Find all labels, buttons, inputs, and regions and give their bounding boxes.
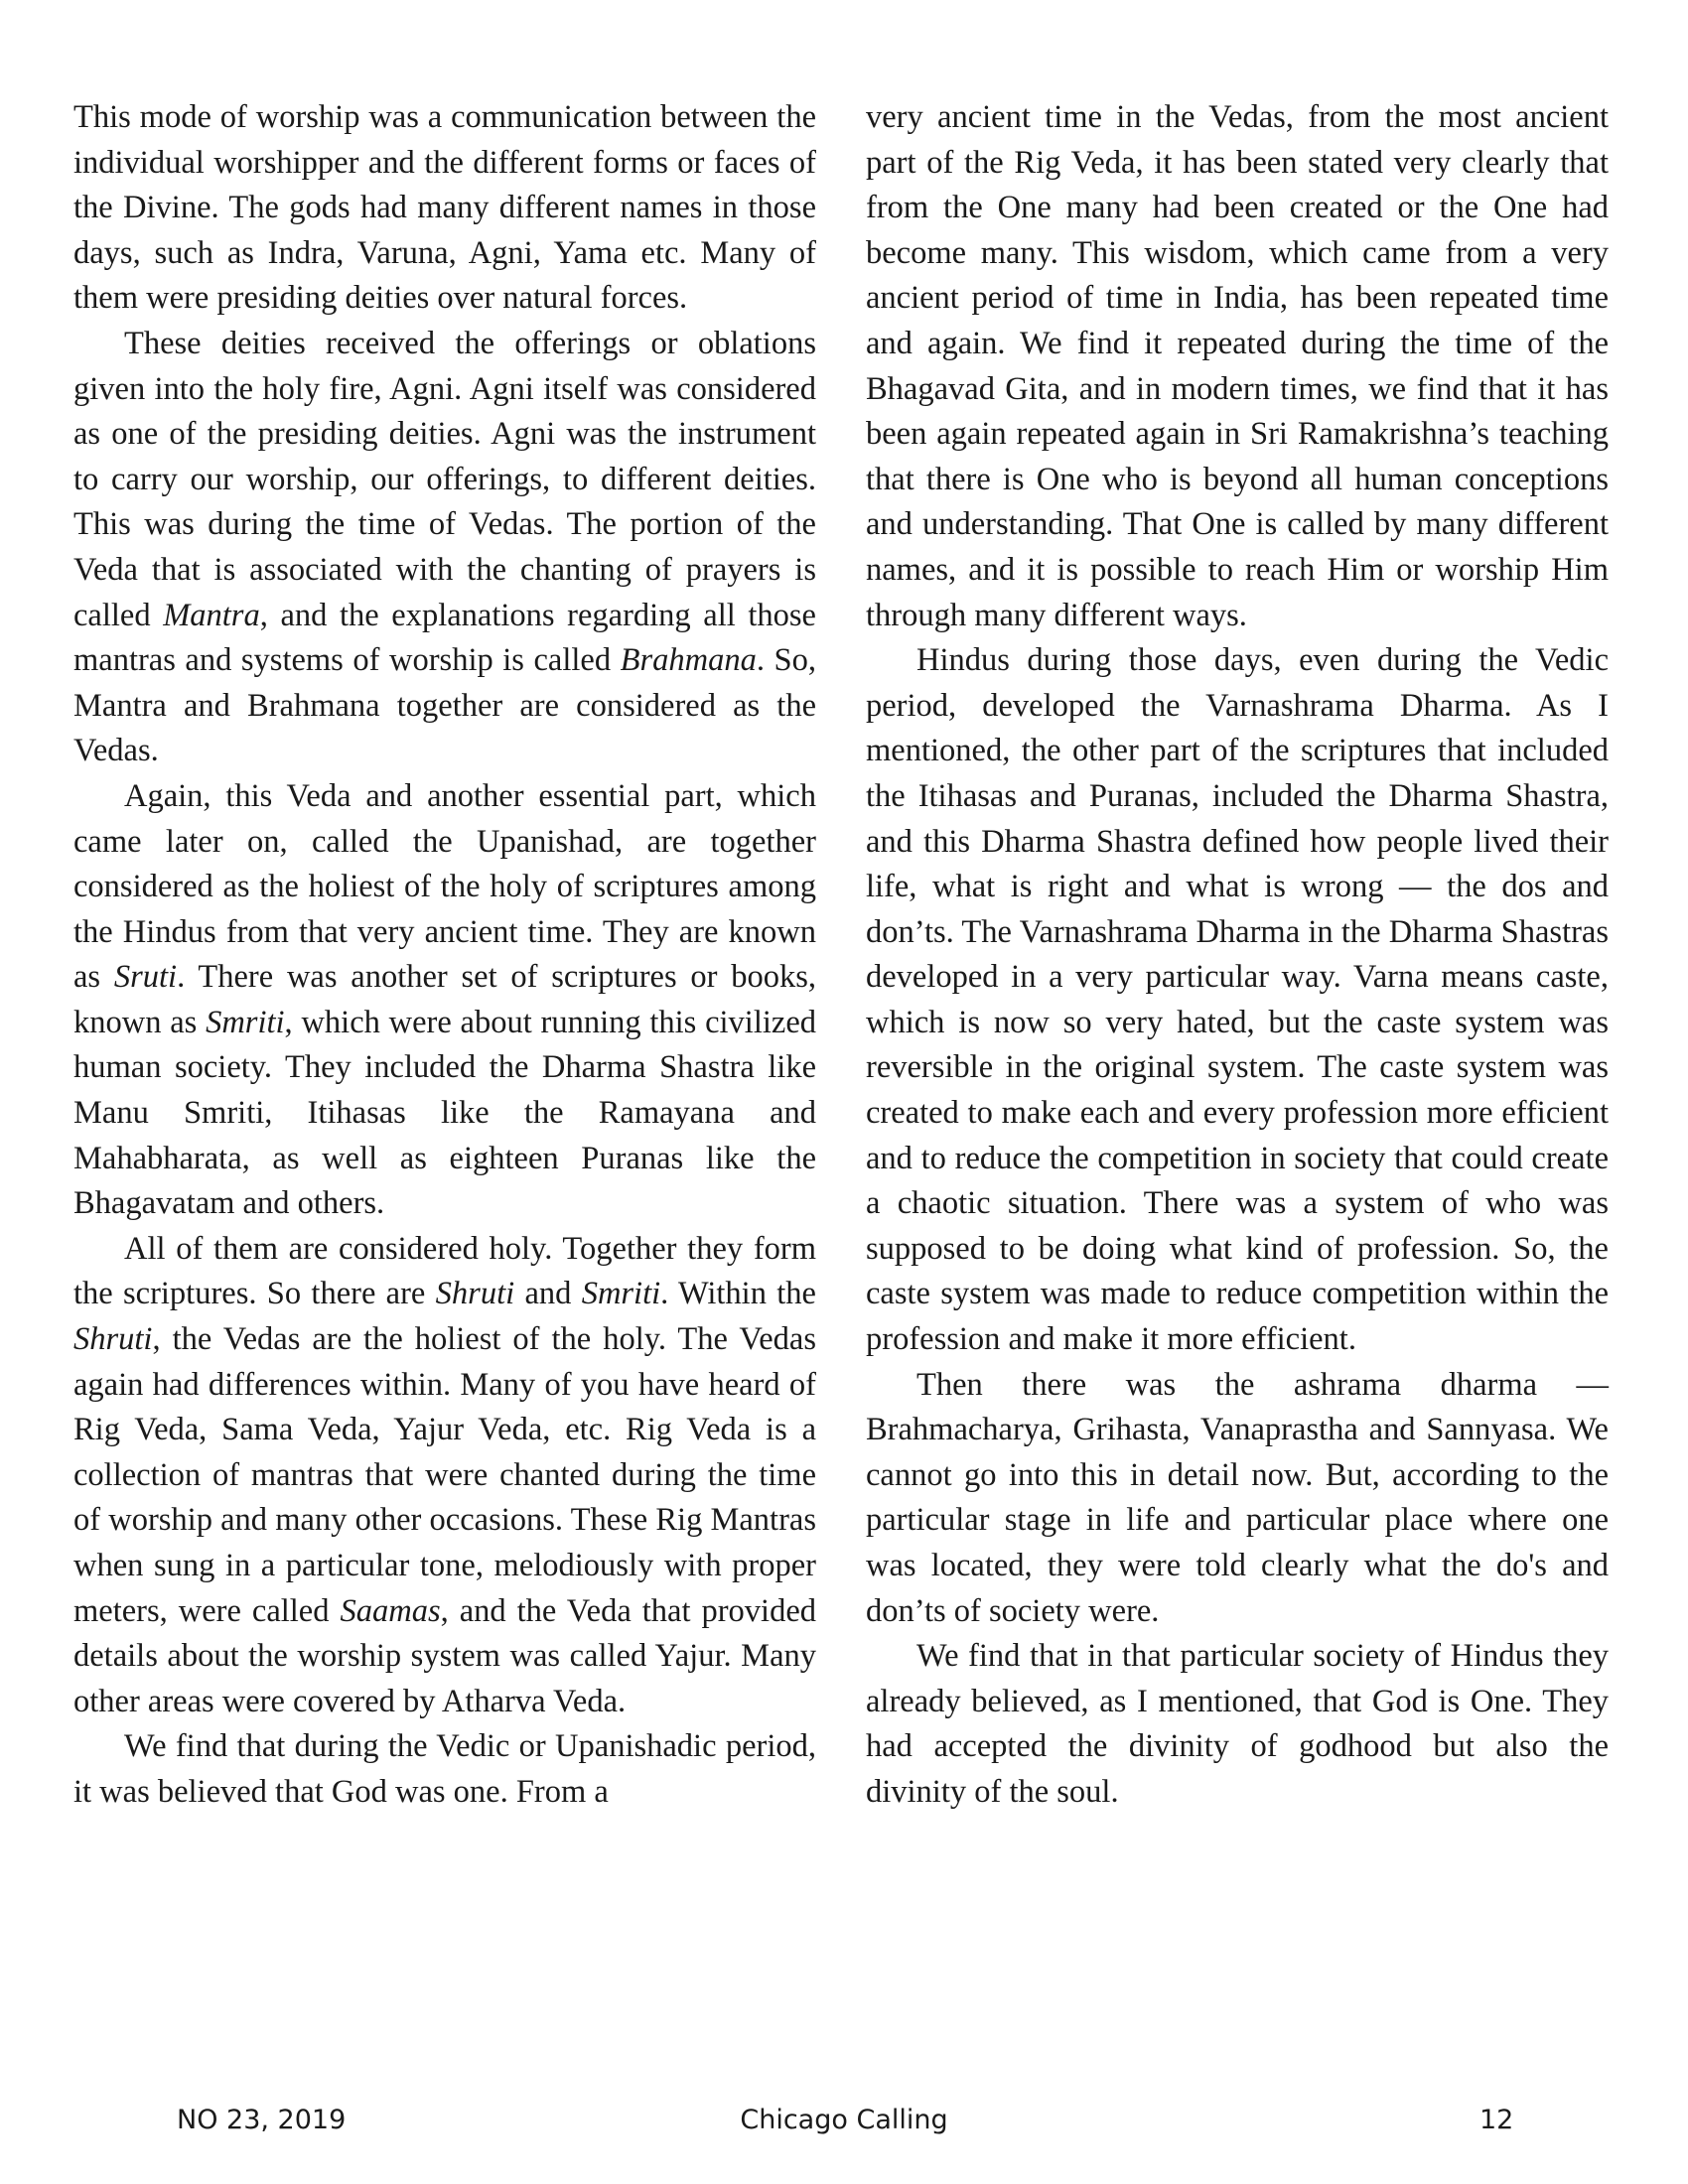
paragraph-text: and — [514, 1276, 582, 1312]
paragraph — [866, 1363, 1609, 1635]
paragraph-text: We find that during the Vedic or Upanishadic period, it was believed that God was one. From a — [73, 1728, 816, 1810]
paragraph — [866, 638, 1609, 1363]
italic-term: Shruti — [73, 1321, 153, 1358]
paragraph — [866, 95, 1609, 638]
footer-date: NO 23, 2019 — [177, 2105, 347, 2135]
right-column — [866, 95, 1609, 1816]
paragraph-text: We find that in that particular society of Hindus they already believed, as I mentioned, that God is One. They had accepted the divinity of godhood but also the divinity of the soul. — [866, 1638, 1609, 1810]
paragraph-text: , the Vedas are the holiest of the holy. The Vedas again had differences within. Many of you have heard of Rig Veda, Sama Veda, Yajur Veda, etc. Rig Veda is a collection of mantras that were chanted during the time of worship and many other occasions. These Rig Mantras when sung in a particular tone, melodiously with proper meters, were called — [73, 1321, 816, 1629]
paragraph — [73, 1724, 816, 1815]
paragraph-text: Then there was the ashrama dharma — Brahmacharya, Grihasta, Vanaprastha and Sannyasa. We cannot go into this in detail now. But, according to the particular stage in life and particular place where one was located, they were told clearly what the do's and don’ts of society were. — [866, 1366, 1609, 1629]
italic-term: Shruti — [435, 1276, 515, 1312]
paragraph-text: This mode of worship was a communication between the individual worshipper and the different forms or faces of the Divine. The gods had many different names in those days, such as Indra, Varuna, Agni, Yama etc. Many of them were presiding deities over natural forces. — [73, 99, 816, 317]
paragraph-text: . Within the — [660, 1276, 816, 1312]
paragraph-text: Hindus during those days, even during the Vedic period, developed the Varnashrama Dharma. As I mentioned, the other part of the scriptures that included the Itihasas and Puranas, included the Dharma Shastra, and this Dharma Shastra defined how people lived their life, what is right and what is wrong — the dos and don’ts. The Varnashrama Dharma in the Dharma Shastras developed in a very particular way. Varna means caste, which is now so very hated, but the caste system was reversible in the original system. The caste system was created to make each and every profession more efficient and to reduce the competition in society that could create a chaotic situation. There was a system of who was supposed to be doing what kind of profession. So, the caste system was made to reduce competition within the profession and make it more efficient. — [866, 642, 1609, 1358]
italic-term: Brahmana — [620, 642, 757, 679]
paragraph — [73, 774, 816, 1227]
paragraph — [73, 1227, 816, 1725]
paragraph-text: Again, this Veda and another essential part, which came later on, called the Upanishad, are together considered as the holiest of the holy of scriptures among the Hindus from that very ancient time. They are known as — [73, 777, 816, 996]
paragraph-text: , and the explanations regarding all those mantras and systems of worship is called — [73, 597, 816, 679]
paragraph-text: . So, Mantra and Brahmana together are considered as the Vedas. — [73, 642, 816, 769]
paragraph — [73, 95, 816, 322]
italic-term: Saamas — [340, 1592, 441, 1629]
paragraph-text: All of them are considered holy. Together they form the scriptures. So there are — [73, 1230, 816, 1312]
italic-term: Smriti — [581, 1276, 661, 1312]
italic-term: Smriti — [206, 1004, 285, 1040]
paragraph-text: very ancient time in the Vedas, from the most ancient part of the Rig Veda, it has been stated very clearly that from the One many had been created or the One had become many. This wisdom, which came from a very ancient period of time in India, has been repeated time and again. We find it repeated during the time of the Bhagavad Gita, and in modern times, we find that it has been again repeated again in Sri Ramakrishna’s teaching that there is One who is beyond all human conceptions and understanding. That One is called by many different names, and it is possible to reach Him or worship Him through many different ways. — [866, 99, 1609, 633]
paragraph — [73, 322, 816, 774]
paragraph-text: , and the Veda that provided details about the worship system was called Yajur. Many other areas were covered by Atharva Veda. — [73, 1592, 816, 1719]
left-column — [73, 95, 816, 1816]
paragraph — [866, 1634, 1609, 1815]
page-number: 12 — [1479, 2105, 1514, 2135]
italic-term: Sruti — [113, 959, 178, 996]
paragraph-text: . There was another set of scriptures or books, known as — [73, 959, 816, 1040]
italic-term: Mantra — [163, 597, 260, 633]
footer-publication-title: Chicago Calling — [740, 2105, 948, 2135]
paragraph-text: , which were about running this civilized human society. They included the Dharma Shastra like Manu Smriti, Itihasas like the Ramayana and Mahabharata, as well as eighteen Puranas like the Bhagavatam and others. — [73, 1004, 816, 1222]
paragraph-text: These deities received the offerings or oblations given into the holy fire, Agni. Agni itself was considered as one of the presiding deities. Agni was the instrument to carry our worship, our offerings, to different deities. This was during the time of Vedas. The portion of the Veda that is associated with the chanting of prayers is called — [73, 325, 816, 633]
